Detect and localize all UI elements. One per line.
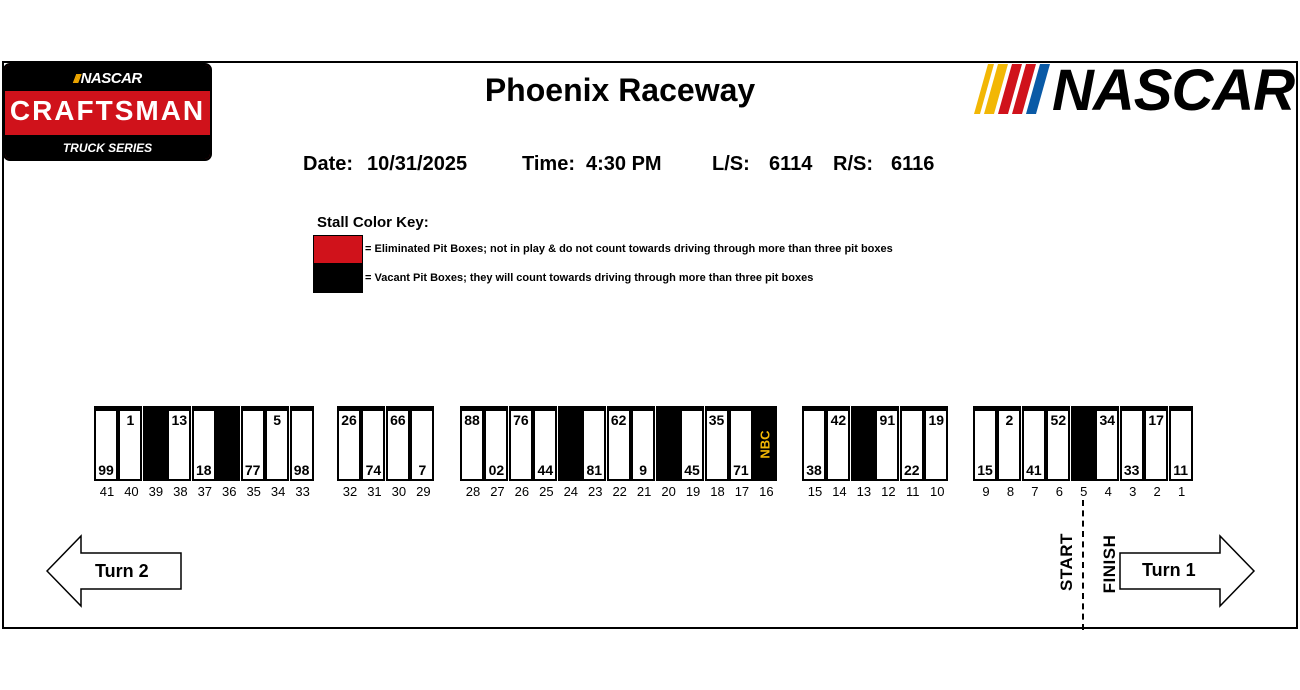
pit-box-number: 26	[514, 484, 530, 499]
pit-stall-23	[582, 406, 606, 481]
pit-stall-27	[484, 406, 508, 481]
pit-box-number: 31	[367, 484, 382, 499]
pit-stall-36	[216, 406, 240, 481]
pit-stall-1	[1169, 406, 1193, 481]
left-side-label: L/S:	[712, 153, 750, 175]
pit-stall-13	[851, 406, 875, 481]
pit-stall-37	[192, 406, 216, 481]
nbc-label: NBC	[757, 430, 773, 459]
pit-stall-31	[361, 406, 385, 481]
car-number: 42	[830, 412, 847, 428]
pit-box-number: 27	[490, 484, 505, 499]
car-number: 13	[171, 412, 188, 428]
pit-box-number: 38	[173, 484, 188, 499]
eliminated-swatch	[313, 235, 363, 265]
pit-box-number: 4	[1104, 484, 1112, 499]
pit-stall-38	[167, 406, 191, 481]
pit-stall-16	[753, 406, 777, 481]
pit-box-number: 19	[685, 484, 701, 499]
pit-stall-28	[460, 406, 484, 481]
pit-box-number: 33	[295, 484, 310, 499]
car-number: 98	[293, 462, 310, 478]
pit-box-number: 39	[148, 484, 164, 499]
pit-stall-5	[1071, 406, 1095, 481]
pit-stall-40	[118, 406, 142, 481]
pit-stall-17	[729, 406, 753, 481]
pit-box-number: 20	[661, 484, 676, 499]
pit-stall-14	[826, 406, 850, 481]
pit-box-number: 24	[563, 484, 579, 499]
turn-2-label: Turn 2	[95, 561, 149, 581]
pit-stall-30	[386, 406, 410, 481]
vacant-key-text: = Vacant Pit Boxes; they will count towards driving through more than three pit boxes	[365, 272, 814, 284]
pit-stall-4	[1095, 406, 1119, 481]
pit-box-number: 37	[197, 484, 213, 499]
pit-box-number: 17	[734, 484, 750, 499]
date-value: 10/31/2025	[367, 153, 468, 175]
pit-stall-33	[290, 406, 314, 481]
left-side-value: 6114	[769, 153, 813, 175]
start-finish-line	[1082, 500, 1084, 630]
pit-box-number: 2	[1153, 484, 1161, 499]
vacant-swatch	[313, 263, 363, 293]
pit-box-number: 34	[270, 484, 286, 499]
finish-label: FINISH	[1100, 534, 1119, 594]
pit-box-number: 8	[1006, 484, 1015, 499]
pit-box-number: 13	[856, 484, 872, 499]
pit-stall-25	[533, 406, 557, 481]
time-label: Time:	[522, 153, 575, 175]
pit-stall-7	[1022, 406, 1046, 481]
pit-box-number: 10	[930, 484, 945, 499]
car-number: 34	[1099, 412, 1116, 428]
car-number: 41	[1026, 462, 1042, 478]
car-number: 44	[537, 462, 554, 478]
pit-box-number: 9	[982, 484, 990, 499]
car-number: 71	[733, 462, 749, 478]
car-number: 22	[904, 462, 920, 478]
pit-box-number: 41	[99, 484, 115, 499]
car-number: 76	[513, 412, 529, 428]
pit-box-number: 11	[906, 484, 920, 499]
start-label: START	[1057, 533, 1076, 591]
pit-stall-6	[1046, 406, 1070, 481]
pit-stall-10	[924, 406, 948, 481]
pit-box-number: 32	[342, 484, 358, 499]
pit-box-number: 12	[881, 484, 896, 499]
pit-stall-21	[631, 406, 655, 481]
logo-nascar-text: //// NASCAR	[73, 70, 142, 87]
pit-stall-34	[265, 406, 289, 481]
pit-stall-15	[802, 406, 826, 481]
logo-truck-series-text: TRUCK SERIES	[62, 141, 153, 155]
car-number: 18	[196, 462, 212, 478]
pit-box-number: 23	[588, 484, 603, 499]
pit-box-number: 5	[1080, 484, 1088, 499]
car-number: 99	[98, 462, 114, 478]
car-number: 1	[126, 412, 135, 428]
pit-stall-39	[143, 406, 167, 481]
car-number: 38	[806, 462, 822, 478]
pit-box-number: 18	[710, 484, 725, 499]
pit-stall-3	[1120, 406, 1144, 481]
pit-box-number: 7	[1031, 484, 1039, 499]
pit-stall-35	[241, 406, 265, 481]
pit-box-number: 3	[1129, 484, 1137, 499]
car-number: 19	[928, 412, 945, 428]
pit-box-number: 35	[246, 484, 261, 499]
car-number: 7	[418, 462, 427, 478]
right-side-label: R/S:	[833, 153, 873, 175]
pit-stall-24	[558, 406, 582, 481]
car-number: 88	[464, 412, 480, 428]
pit-stall-12	[875, 406, 899, 481]
pit-stall-26	[509, 406, 533, 481]
car-number: 2	[1005, 412, 1014, 428]
pit-stall-2	[1144, 406, 1168, 481]
page-title: Phoenix Raceway	[484, 72, 756, 108]
car-number: 5	[273, 412, 282, 428]
car-number: 81	[586, 462, 603, 478]
car-number: 17	[1148, 412, 1164, 428]
pit-box-number: 40	[124, 484, 139, 499]
craftsman-truck-series-logo	[3, 63, 212, 161]
pit-stall-20	[656, 406, 680, 481]
car-number: 02	[488, 462, 505, 478]
color-key-title: Stall Color Key:	[317, 214, 429, 231]
pit-stall-19	[680, 406, 704, 481]
car-number: 74	[365, 462, 382, 478]
car-number: 26	[341, 412, 357, 428]
car-number: 77	[244, 462, 261, 478]
pit-box-number: 6	[1055, 484, 1063, 499]
pit-box-number: 29	[416, 484, 431, 499]
date-label: Date:	[303, 153, 354, 175]
car-number: 91	[879, 412, 896, 428]
right-side-value: 6116	[891, 153, 935, 175]
pit-box-number: 21	[636, 484, 652, 499]
pit-stall-29	[410, 406, 434, 481]
pit-box-number: 30	[391, 484, 407, 499]
car-number: 62	[610, 412, 627, 428]
eliminated-key-text: = Eliminated Pit Boxes; not in play & do not count towards driving through more than three pit boxes	[365, 243, 893, 255]
car-number: 35	[708, 412, 725, 428]
turn-1-label: Turn 1	[1142, 560, 1196, 580]
pit-box-number: 28	[465, 484, 481, 499]
nascar-logo: NASCAR	[974, 62, 1286, 120]
pit-box-number: 25	[539, 484, 554, 499]
pit-stall-9	[973, 406, 997, 481]
logo-craftsman-text: CRAFTSMAN	[9, 95, 206, 126]
pit-box-number: 22	[612, 484, 627, 499]
pit-box-number: 36	[222, 484, 237, 499]
pit-stall-18	[705, 406, 729, 481]
pit-stall-22	[607, 406, 631, 481]
car-number: 66	[390, 412, 406, 428]
pit-stall-32	[337, 406, 361, 481]
pit-box-number: 16	[759, 484, 774, 499]
car-number: 11	[1173, 462, 1188, 478]
time-value: 4:30 PM	[586, 153, 662, 175]
pit-stall-11	[900, 406, 924, 481]
pit-stall-8	[997, 406, 1021, 481]
pit-box-number: 1	[1177, 484, 1186, 499]
car-number: 33	[1123, 462, 1140, 478]
car-number: 52	[1050, 412, 1067, 428]
pit-box-number: 15	[807, 484, 823, 499]
pit-box-number: 14	[832, 484, 847, 499]
car-number: 9	[639, 462, 648, 478]
car-number: 45	[684, 462, 700, 478]
car-number: 15	[977, 462, 993, 478]
pit-stall-41	[94, 406, 118, 481]
